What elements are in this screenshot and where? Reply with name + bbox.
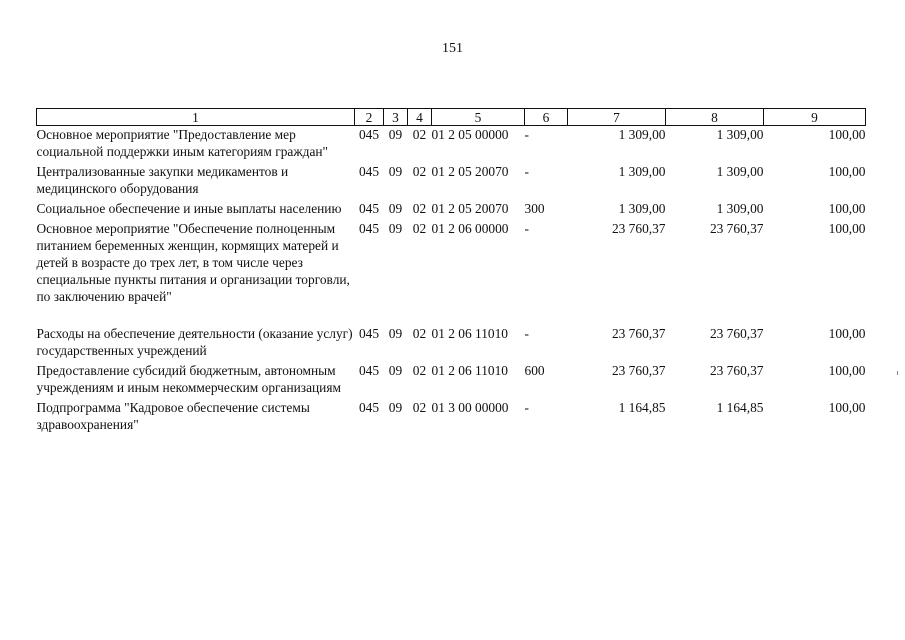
column-header: 5 bbox=[432, 109, 525, 126]
column-header: 1 bbox=[37, 109, 355, 126]
ministry-code: 045 bbox=[358, 363, 380, 378]
subsection-code: 02 bbox=[412, 201, 427, 216]
section-code: 09 bbox=[388, 400, 403, 415]
ministry-code: 045 bbox=[358, 326, 380, 341]
table-row bbox=[37, 126, 866, 164]
planned-amount: 23 760,37 bbox=[611, 326, 666, 341]
column-header: 9 bbox=[764, 109, 866, 126]
table-row bbox=[37, 200, 866, 220]
table-row bbox=[37, 220, 866, 325]
column-header: 8 bbox=[666, 109, 764, 126]
scan-mark bbox=[897, 371, 898, 375]
expense-type-code: - bbox=[524, 326, 529, 341]
section-code: 09 bbox=[388, 221, 403, 236]
execution-percent: 100,00 bbox=[828, 221, 866, 236]
executed-amount: 1 164,85 bbox=[716, 400, 764, 415]
subsection-code: 02 bbox=[412, 127, 427, 142]
ministry-code: 045 bbox=[358, 221, 380, 236]
section-code: 09 bbox=[388, 363, 403, 378]
item-name: Предоставление субсидий бюджетным, автономным учреждениям и иным некоммерческим организациям bbox=[36, 363, 341, 395]
table-row bbox=[37, 163, 866, 200]
executed-amount: 23 760,37 bbox=[709, 221, 764, 236]
target-article-code: 01 2 06 00000 bbox=[431, 221, 509, 236]
column-header: 4 bbox=[408, 109, 432, 126]
header-row bbox=[37, 109, 866, 126]
expense-type-code: - bbox=[524, 164, 529, 179]
executed-amount: 1 309,00 bbox=[716, 164, 764, 179]
planned-amount: 1 309,00 bbox=[618, 201, 666, 216]
target-article-code: 01 2 05 20070 bbox=[431, 201, 509, 216]
execution-percent: 100,00 bbox=[828, 127, 866, 142]
executed-amount: 1 309,00 bbox=[716, 201, 764, 216]
section-code: 09 bbox=[388, 326, 403, 341]
executed-amount: 23 760,37 bbox=[709, 363, 764, 378]
table-row bbox=[37, 325, 866, 362]
section-code: 09 bbox=[388, 164, 403, 179]
item-name: Основное мероприятие "Предоставление мер социальной поддержки иным категориям граждан" bbox=[36, 127, 329, 159]
expense-type-code: 600 bbox=[524, 363, 545, 378]
subsection-code: 02 bbox=[412, 326, 427, 341]
planned-amount: 23 760,37 bbox=[611, 363, 666, 378]
ministry-code: 045 bbox=[358, 400, 380, 415]
expense-type-code: - bbox=[524, 400, 529, 415]
execution-percent: 100,00 bbox=[828, 400, 866, 415]
section-code: 09 bbox=[388, 201, 403, 216]
planned-amount: 1 309,00 bbox=[618, 127, 666, 142]
item-name: Централизованные закупки медикаментов и медицинского оборудования bbox=[36, 164, 289, 196]
target-article-code: 01 2 05 20070 bbox=[431, 164, 509, 179]
target-article-code: 01 3 00 00000 bbox=[431, 400, 509, 415]
item-name: Социальное обеспечение и иные выплаты населению bbox=[36, 201, 342, 216]
column-header: 3 bbox=[384, 109, 408, 126]
subsection-code: 02 bbox=[412, 221, 427, 236]
page-number: 151 bbox=[442, 41, 463, 56]
execution-percent: 100,00 bbox=[828, 164, 866, 179]
expense-type-code: - bbox=[524, 127, 529, 142]
item-name: Основное мероприятие "Обеспечение полноценным питанием беременных женщин, кормящих матерей и детей в возрасте до трех лет, в том числе через специальные пункты питания и организации торговли, по заключению врачей" bbox=[36, 221, 350, 304]
ministry-code: 045 bbox=[358, 127, 380, 142]
planned-amount: 1 309,00 bbox=[618, 164, 666, 179]
planned-amount: 23 760,37 bbox=[611, 221, 666, 236]
budget-table bbox=[36, 108, 866, 436]
ministry-code: 045 bbox=[358, 201, 380, 216]
column-header: 7 bbox=[568, 109, 666, 126]
subsection-code: 02 bbox=[412, 400, 427, 415]
target-article-code: 01 2 05 00000 bbox=[431, 127, 509, 142]
ministry-code: 045 bbox=[358, 164, 380, 179]
subsection-code: 02 bbox=[412, 363, 427, 378]
column-header: 6 bbox=[525, 109, 568, 126]
executed-amount: 1 309,00 bbox=[716, 127, 764, 142]
item-name: Расходы на обеспечение деятельности (оказание услуг) государственных учреждений bbox=[36, 326, 353, 358]
target-article-code: 01 2 06 11010 bbox=[431, 363, 508, 378]
section-code: 09 bbox=[388, 127, 403, 142]
executed-amount: 23 760,37 bbox=[709, 326, 764, 341]
expense-type-code: - bbox=[524, 221, 529, 236]
item-name: Подпрограмма "Кадровое обеспечение системы здравоохранения" bbox=[36, 400, 310, 432]
target-article-code: 01 2 06 11010 bbox=[431, 326, 508, 341]
execution-percent: 100,00 bbox=[828, 201, 866, 216]
table-row bbox=[37, 399, 866, 436]
execution-percent: 100,00 bbox=[828, 326, 866, 341]
execution-percent: 100,00 bbox=[828, 363, 866, 378]
planned-amount: 1 164,85 bbox=[618, 400, 666, 415]
table-row bbox=[37, 362, 866, 399]
subsection-code: 02 bbox=[412, 164, 427, 179]
column-header: 2 bbox=[355, 109, 384, 126]
expense-type-code: 300 bbox=[524, 201, 545, 216]
